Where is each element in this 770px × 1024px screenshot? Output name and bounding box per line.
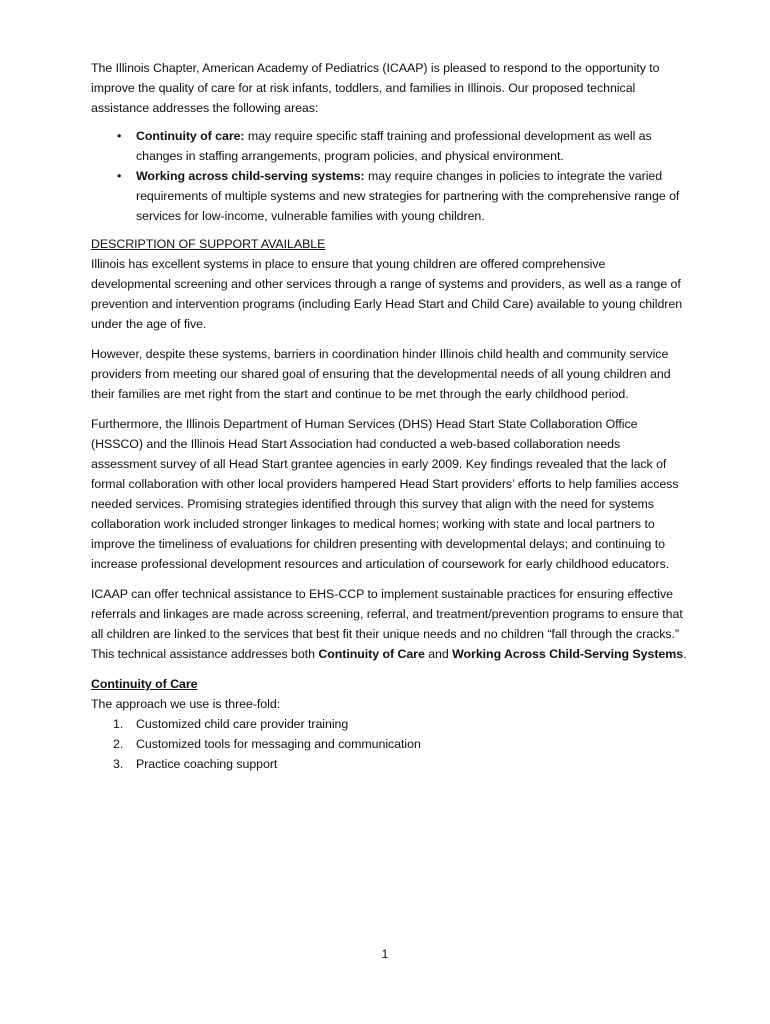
step-number: 2. [113, 737, 124, 751]
step-number: 1. [113, 717, 124, 731]
intro-paragraph: The Illinois Chapter, American Academy of Pediatrics (ICAAP) is pleased to respond to the opportunity to improve the quality of care for at risk infants, toddlers, and families in Illinois. Our proposed technical assistance addresses the following areas: [91, 61, 660, 115]
bullet-label: Working across child-serving systems: [136, 169, 365, 183]
paragraph-text: and [424, 647, 453, 661]
step-text: Customized child care provider training [136, 717, 349, 731]
emphasis-continuity: Continuity of Care [318, 647, 425, 661]
bullet-text: may require specific staff training and professional development as well as changes in staffing arrangements, program policies, and physical environment. [136, 129, 652, 163]
list-item [91, 126, 687, 166]
description-paragraph-3: Furthermore, the Illinois Department of Human Services (DHS) Head Start State Collaboration Office (HSSCO) and the Illinois Head Start Association had conducted a web-based collaboration needs assessment survey of all Head Start grantee agencies in early 2009. Key findings revealed that the lack of formal collaboration with other local providers hampered Head Start providers’ efforts to help families access needed services. Promising strategies identified through this survey that align with the need for systems collaboration work included stronger linkages to medical homes; working with state and local partners to improve the timeliness of evaluations for children presenting with developmental delays; and continuing to increase professional development resources and articulation of coursework for early childhood educators. [91, 417, 679, 571]
emphasis-working-across: Working Across Child-Serving Systems [452, 647, 684, 661]
description-paragraph-2: However, despite these systems, barriers in coordination hinder Illinois child health and community service providers from meeting our shared goal of ensuring that the developmental needs of all young children and their families are met right from the start and continue to be met through the early childhood period. [91, 347, 671, 401]
list-item [91, 734, 687, 754]
list-item [91, 754, 687, 774]
list-item [91, 714, 687, 734]
section-heading-continuity: Continuity of Care [91, 677, 198, 691]
section-heading-description: DESCRIPTION OF SUPPORT AVAILABLE [91, 237, 326, 251]
description-paragraph-1: Illinois has excellent systems in place to ensure that young children are offered comprehensive developmental screening and other services through a range of systems and providers, as well as a range of prevention and intervention programs (including Early Head Start and Child Care) available to young children under the age of five. [91, 257, 683, 331]
approach-steps-list [91, 714, 687, 774]
description-paragraph-4 [91, 584, 687, 664]
paragraph-text: ICAAP can offer technical assistance to EHS-CCP to implement sustainable practices for ensuring effective referrals and linkages are made across screening, referral, and treatment/prevention programs to ensure that all children are linked to the services that best fit their unique needs and no children “fall through the cracks.” This technical assistance addresses both [91, 587, 683, 661]
page-number: 1 [381, 947, 389, 961]
step-text: Customized tools for messaging and communication [136, 737, 421, 751]
bullet-label: Continuity of care: [136, 129, 245, 143]
bullet-icon: • [117, 169, 122, 183]
step-number: 3. [113, 757, 124, 771]
list-item [91, 166, 687, 226]
step-text: Practice coaching support [136, 757, 278, 771]
focus-areas-list [91, 126, 687, 226]
bullet-text: may require changes in policies to integrate the varied requirements of multiple systems and new strategies for partnering with the comprehensive range of services for low-income, vulnerable families with young children. [136, 169, 680, 223]
bullet-icon: • [117, 129, 122, 143]
continuity-intro: The approach we use is three-fold: [91, 697, 281, 711]
paragraph-text: . [683, 647, 687, 661]
document-page [91, 58, 687, 774]
